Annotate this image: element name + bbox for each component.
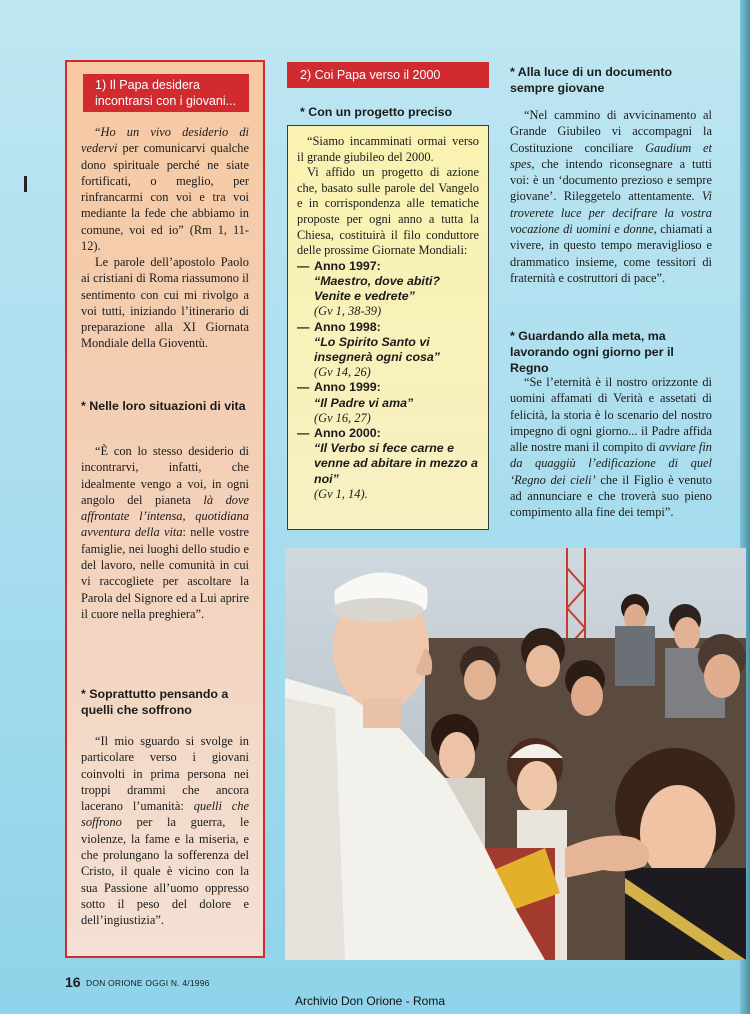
text-segment: che il Figlio è venuto ad annunciare e che troverà suo pieno compimento alla fine dei tempi”. bbox=[510, 472, 712, 520]
col1-paragraph-3 bbox=[81, 443, 249, 622]
year-dash: — bbox=[297, 319, 310, 334]
text-segment: “ bbox=[95, 125, 101, 139]
col1-paragraph-1 bbox=[81, 124, 249, 254]
page-number: 16 bbox=[65, 974, 81, 990]
col2-heading-1: * Con un progetto preciso bbox=[300, 105, 453, 119]
year-reference: (Gv 1, 38-39) bbox=[314, 304, 382, 319]
text-segment: Ho un vivo desiderio di vedervi bbox=[81, 125, 249, 156]
year-label: Anno 1999: bbox=[314, 380, 381, 395]
year-reference: (Gv 14, 26) bbox=[314, 365, 371, 380]
quote-box bbox=[287, 125, 489, 530]
text-segment: Le parole dell’apostolo Paolo ai cristiani di Roma riassumono il sentimento con cui mi rivolgo a voi tutti, iniziando l’itinerario di preparazione alla XI Giornata Mondiale della Gioventù. bbox=[81, 255, 249, 351]
year-item bbox=[297, 380, 479, 426]
year-dash: — bbox=[297, 258, 310, 273]
text-segment: “È con lo stesso desiderio di incontrarvi, infatti, che idealmente vengo a voi, in ogni angolo del pianeta bbox=[81, 444, 249, 507]
magazine-issue: DON ORIONE OGGI N. 4/1996 bbox=[86, 978, 210, 988]
archive-credit: Archivio Don Orione - Roma bbox=[294, 994, 446, 1008]
year-quote: “Il Padre vi ama” bbox=[314, 395, 414, 410]
col3-paragraph-1 bbox=[510, 107, 712, 286]
quote-intro-1: “Siamo incamminati ormai verso il grande giubileo del 2000. bbox=[297, 134, 479, 164]
years-list bbox=[297, 259, 479, 502]
col1-paragraph-4 bbox=[81, 733, 249, 929]
year-label: Anno 1998: bbox=[314, 319, 381, 334]
col3-heading-1: * Alla luce di un documento sempre giovane bbox=[510, 65, 673, 95]
text-segment: Gaudium et spes bbox=[510, 140, 712, 171]
text-segment: per la guerra, le violenze, la fame e la miseria, e che prolungano la sofferenza del Cristo, il quale è vicino con la sua Passione all’uomo oppresso sotto il peso del dolore e dell’ingiustizia”. bbox=[81, 815, 249, 928]
col1-heading-2: * Nelle loro situazioni di vita bbox=[81, 399, 246, 413]
section-2-title: 2) Coi Papa verso il 2000 bbox=[287, 62, 489, 88]
year-label: Anno 1997: bbox=[314, 258, 381, 273]
text-segment: là dove affrontate l’intensa, quotidiana avventura della vita bbox=[81, 492, 249, 540]
text-segment: , chiamati a vivere, in questo tempo meraviglioso e drammatico insieme, come tessitori di fraternità e costruttori di pace”. bbox=[510, 222, 712, 285]
text-segment: “Se l’eternità è il nostro orizzonte di uomini affamati di Verità e assetati di felicità, la storia è lo scenario del nostro impegno di ogni giorno... il Padre affida alle nostre mani il compito di bbox=[510, 375, 712, 455]
text-segment: Vi troverete luce per decifrare la vostra vocazione di uomini e donne bbox=[510, 189, 712, 237]
year-item bbox=[297, 320, 479, 381]
photo-pope-with-youth bbox=[285, 548, 746, 960]
section-1-title: 1) Il Papa desidera incontrarsi con i giovani... bbox=[83, 74, 249, 112]
year-label: Anno 2000: bbox=[314, 425, 381, 440]
text-segment: per comunicarvi qualche dono spirituale perché ne siate fortificati, o meglio, per rinfrancarmi con voi e tra voi mediante la fede che abbiamo in comune, voi ed io” (Rm 1, 11-12). bbox=[81, 141, 249, 254]
year-reference: (Gv 16, 27) bbox=[314, 410, 371, 425]
col3-heading-2: * Guardando alla meta, ma lavorando ogni giorno per il Regno bbox=[510, 329, 674, 375]
text-segment: “Nel cammino di avvicinamento al Grande Giubileo vi accompagni la Costituzione conciliare bbox=[510, 108, 712, 155]
year-quote: “Maestro, dove abiti? Venite e vedrete” bbox=[314, 273, 440, 304]
year-dash: — bbox=[297, 380, 310, 395]
year-item bbox=[297, 426, 479, 502]
year-reference: (Gv 1, 14). bbox=[314, 486, 368, 501]
year-item bbox=[297, 259, 479, 320]
photo-illustration bbox=[285, 548, 746, 960]
margin-mark bbox=[24, 176, 27, 192]
col1-heading-3: * Soprattutto pensando a quelli che soffrono bbox=[81, 687, 229, 717]
col1-paragraph-2 bbox=[81, 254, 249, 352]
year-quote: “Lo Spirito Santo vi insegnerà ogni cosa” bbox=[314, 334, 441, 364]
quote-intro-2: Vi affido un progetto di azione che, basato sulle parole del Vangelo e in corrispondenza alle tematiche proposte per ogni anno a tutta la Chiesa, costituirà il filo conduttore delle prossime Giornate Mondiali: bbox=[297, 165, 479, 258]
col3-paragraph-2 bbox=[510, 374, 712, 521]
year-quote: “Il Verbo si fece carne e venne ad abitare in mezzo a noi” bbox=[314, 441, 478, 486]
text-segment: quelli che soffrono bbox=[81, 799, 249, 830]
text-segment: : nelle vostre famiglie, nei luoghi dello studio e del lavoro, nelle comunità in cui vi raccogliete per ascoltare la Parola del Signore ed a Lui aprire il cuore nella preghiera”. bbox=[81, 525, 249, 621]
text-segment: avviare fin da quaggiù l’edificazione di quel ‘Regno dei cieli’ bbox=[510, 440, 712, 487]
year-dash: — bbox=[297, 425, 310, 440]
text-segment: , che intendo riconsegnare a tutti voi: è un ‘documento prezioso e sempre giovane’. Rileggetelo attentamente. bbox=[510, 156, 712, 204]
text-segment: “Il mio sguardo si svolge in particolare verso i giovani coinvolti in prima persona nei troppi drammi che ancora lacerano l’umanità: bbox=[81, 734, 249, 814]
